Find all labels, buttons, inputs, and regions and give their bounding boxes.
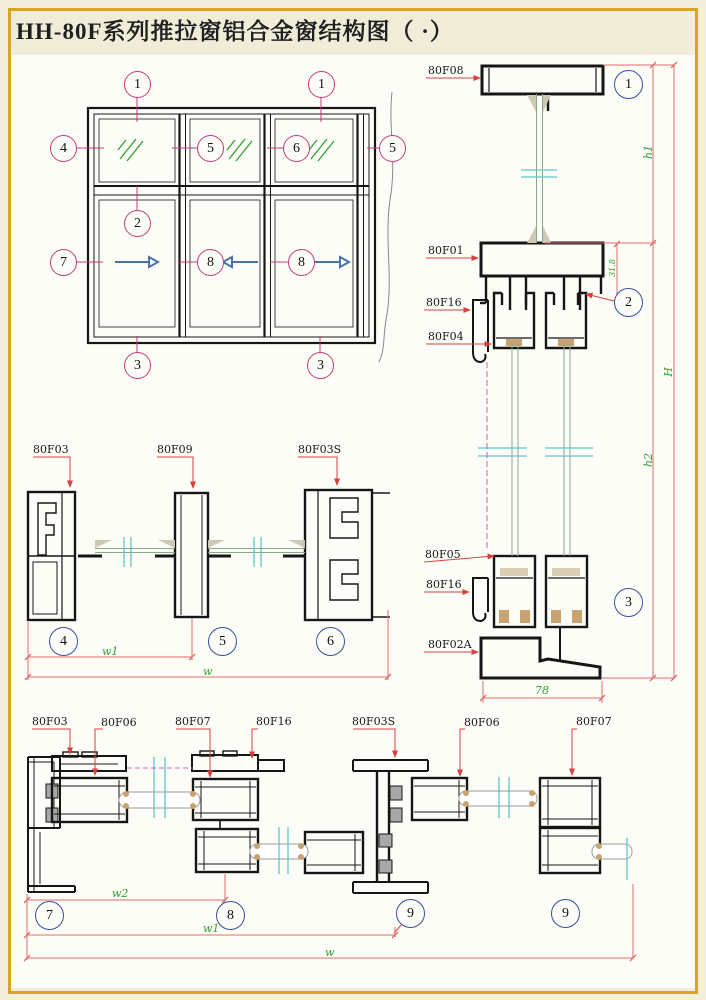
- callout-bubble: 3: [307, 352, 334, 379]
- vsection-glazing-gaskets: [527, 95, 551, 243]
- dim-h2: h2: [641, 452, 655, 468]
- dim-H: H: [661, 367, 675, 377]
- part-label-80f03-b: 80F03: [32, 715, 68, 728]
- section-callout: 9: [396, 899, 425, 928]
- part-label-80f05: 80F05: [425, 548, 461, 561]
- part-label-80f08: 80F08: [428, 64, 464, 77]
- elevation-callout-leaders: [76, 97, 379, 352]
- callout-bubble: 1: [308, 71, 335, 98]
- section-callout: 6: [316, 627, 345, 656]
- callout-bubble: 5: [379, 135, 406, 162]
- part-label-80f06-b2: 80F06: [464, 716, 500, 729]
- part-label-80f06-b: 80F06: [101, 716, 137, 729]
- mid-horizontal-section: [28, 490, 390, 620]
- dim-w1-mid: w1: [102, 645, 119, 658]
- callout-bubble: 1: [124, 71, 151, 98]
- mid-section-glass: [95, 549, 305, 553]
- sheet-title: HH-80F系列推拉窗铝合金窗结构图（ ·）: [16, 19, 454, 44]
- mid-section-gaskets: [95, 540, 305, 548]
- vsection-label-leaders: [424, 78, 614, 652]
- dim-78: 78: [535, 684, 549, 697]
- part-label-80f16-b: 80F16: [256, 715, 292, 728]
- section-callout: 9: [551, 899, 580, 928]
- part-label-80f16: 80F16: [426, 296, 462, 309]
- part-label-80f07-b2: 80F07: [576, 715, 612, 728]
- section-callout: 5: [208, 627, 237, 656]
- vertical-section: [473, 66, 603, 678]
- dim-31-8: 31.8: [607, 259, 617, 277]
- callout-bubble: 2: [124, 210, 151, 237]
- callout-bubble: 4: [50, 135, 77, 162]
- section-callout: 8: [216, 901, 245, 930]
- callout-bubble: 8: [197, 249, 224, 276]
- part-label-80f07-b: 80F07: [175, 715, 211, 728]
- break-symbols: [478, 170, 593, 456]
- part-label-80f03s: 80F03S: [298, 443, 342, 456]
- part-label-80f03s-b: 80F03S: [352, 715, 396, 728]
- part-label-80f03: 80F03: [33, 443, 69, 456]
- part-label-80f16-lower: 80F16: [426, 578, 462, 591]
- bottom-horizontal-section: [28, 751, 600, 893]
- dim-w-mid: w: [203, 665, 213, 678]
- section-callout: 7: [35, 901, 64, 930]
- dim-w2: w2: [112, 887, 129, 900]
- part-label-80f04: 80F04: [428, 330, 464, 343]
- callout-bubble: 5: [197, 135, 224, 162]
- section-callout: 1: [614, 70, 643, 99]
- mid-label-leaders: [33, 457, 337, 488]
- dim-h1: h1: [641, 144, 655, 160]
- vsection-glass: [512, 94, 570, 556]
- dim-w: w: [325, 946, 335, 959]
- section-callout: 4: [49, 627, 78, 656]
- section-callout: 2: [614, 288, 643, 317]
- dim-w1: w1: [203, 922, 220, 935]
- part-label-80f09: 80F09: [157, 443, 193, 456]
- callout-bubble: 8: [288, 249, 315, 276]
- callout-bubble: 7: [50, 249, 77, 276]
- callout-bubble: 3: [124, 352, 151, 379]
- section-callout: 3: [614, 588, 643, 617]
- callout-bubble: 6: [283, 135, 310, 162]
- part-label-80f02a: 80F02A: [428, 638, 472, 651]
- part-label-80f01: 80F01: [428, 244, 464, 257]
